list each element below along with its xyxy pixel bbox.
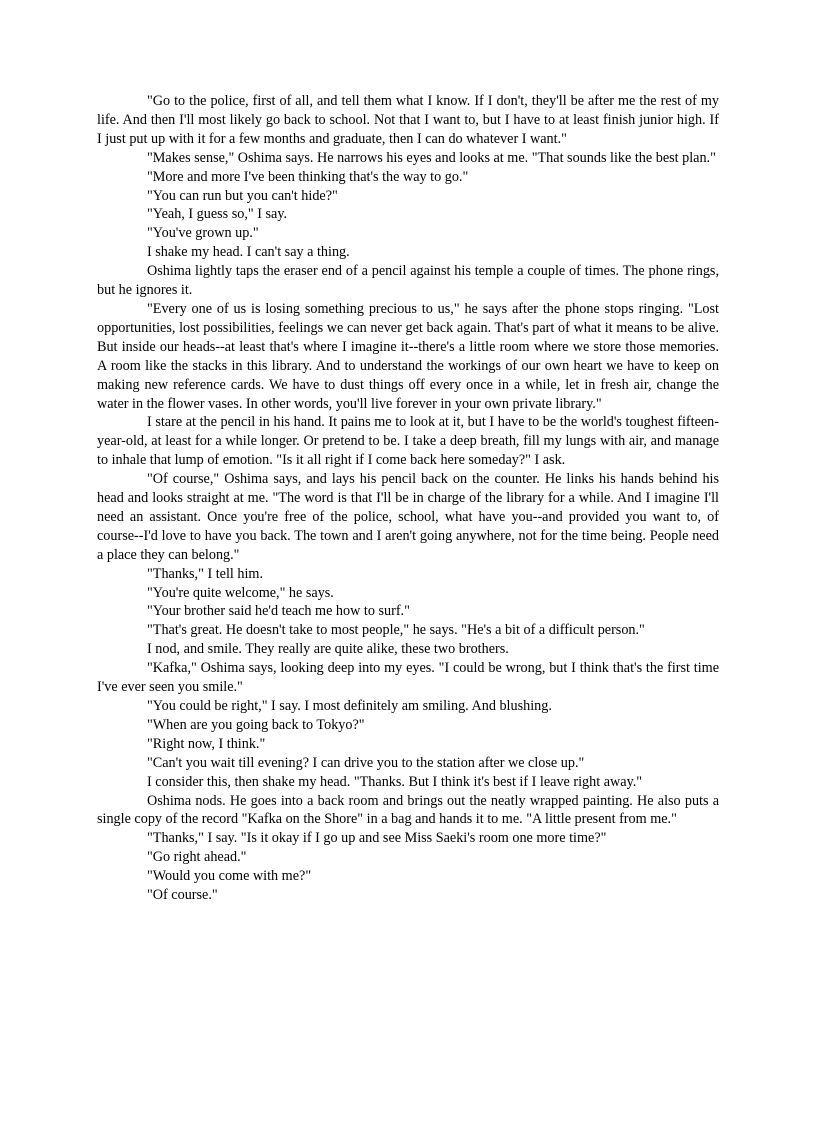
paragraph: I stare at the pencil in his hand. It pains me to look at it, but I have to be the world's toughest fifteen-year-old, at least for a while longer. Or pretend to be. I take a deep breath, fill my lungs with air, and manage to inhale that lump of emotion. "Is it all right if I come back here someday?" I ask. bbox=[97, 414, 719, 469]
paragraph: "Kafka," Oshima says, looking deep into my eyes. "I could be wrong, but I think that's the first time I've ever seen you smile." bbox=[97, 660, 719, 696]
document-page bbox=[97, 92, 719, 905]
paragraph: "Would you come with me?" bbox=[147, 868, 312, 885]
paragraph: Oshima lightly taps the eraser end of a pencil against his temple a couple of times. The phone rings, but he ignores it. bbox=[97, 263, 719, 299]
paragraph: "You can run but you can't hide?" bbox=[147, 187, 338, 204]
paragraph: "You could be right," I say. I most definitely am smiling. And blushing. bbox=[147, 698, 552, 714]
paragraph: "Of course." bbox=[147, 887, 218, 904]
paragraph: I shake my head. I can't say a thing. bbox=[147, 244, 350, 261]
paragraph: "Makes sense," Oshima says. He narrows his eyes and looks at me. "That sounds like the best plan." bbox=[147, 149, 716, 166]
paragraph: "You've grown up." bbox=[147, 225, 259, 242]
paragraph: I nod, and smile. They really are quite alike, these two brothers. bbox=[147, 641, 509, 658]
paragraph: I consider this, then shake my head. "Thanks. But I think it's best if I leave right away." bbox=[147, 773, 643, 790]
paragraph: Oshima nods. He goes into a back room and brings out the neatly wrapped painting. He also puts a single copy of the record "Kafka on the Shore" in a bag and hands it to me. "A little present from me." bbox=[97, 792, 719, 828]
paragraph: "Right now, I think." bbox=[147, 735, 266, 752]
paragraph: "Can't you wait till evening? I can drive you to the station after we close up." bbox=[147, 754, 585, 771]
paragraph: "Yeah, I guess so," I say. bbox=[147, 206, 288, 223]
paragraph: "Thanks," I tell him. bbox=[147, 565, 264, 582]
paragraph: "When are you going back to Tokyo?" bbox=[147, 716, 365, 733]
paragraph: "Go to the police, first of all, and tell them what I know. If I don't, they'll be after me the rest of my life. And then I'll most likely go back to school. Not that I want to, but I have to at least finish junior high. If I just put up with it for a few months and graduate, then I can do whatever I want." bbox=[97, 93, 719, 147]
paragraph: "Every one of us is losing something precious to us," he says after the phone stops ringing. "Lost opportunities, lost possibilities, feelings we can never get back again. That's part of what it means to be alive. But inside our heads--at least that's where I imagine it--there's a little room where we store those memories. A room like the stacks in this library. And to understand the workings of our own heart we have to keep on making new reference cards. We have to dust things off every once in a while, let in fresh air, change the water in the flower vases. In other words, you'll live forever in your own private library." bbox=[97, 300, 719, 412]
paragraph: "Thanks," I say. "Is it okay if I go up and see Miss Saeki's room one more time?" bbox=[147, 830, 607, 847]
paragraph: "Your brother said he'd teach me how to surf." bbox=[147, 603, 410, 620]
paragraph: "More and more I've been thinking that's the way to go." bbox=[147, 168, 469, 185]
paragraph: "Of course," Oshima says, and lays his pencil back on the counter. He links his hands behind his head and looks straight at me. "The word is that I'll be in charge of the library for a while. And I imagine I'll need an assistant. Once you're free of the police, school, what have you--and provided you want to, of course--I'd love to have you back. The town and I aren't going anywhere, not for the time being. People need a place they can belong." bbox=[97, 471, 719, 563]
paragraph: "That's great. He doesn't take to most people," he says. "He's a bit of a difficult person." bbox=[147, 622, 645, 639]
paragraph: "Go right ahead." bbox=[147, 849, 247, 866]
paragraph: "You're quite welcome," he says. bbox=[147, 584, 334, 601]
